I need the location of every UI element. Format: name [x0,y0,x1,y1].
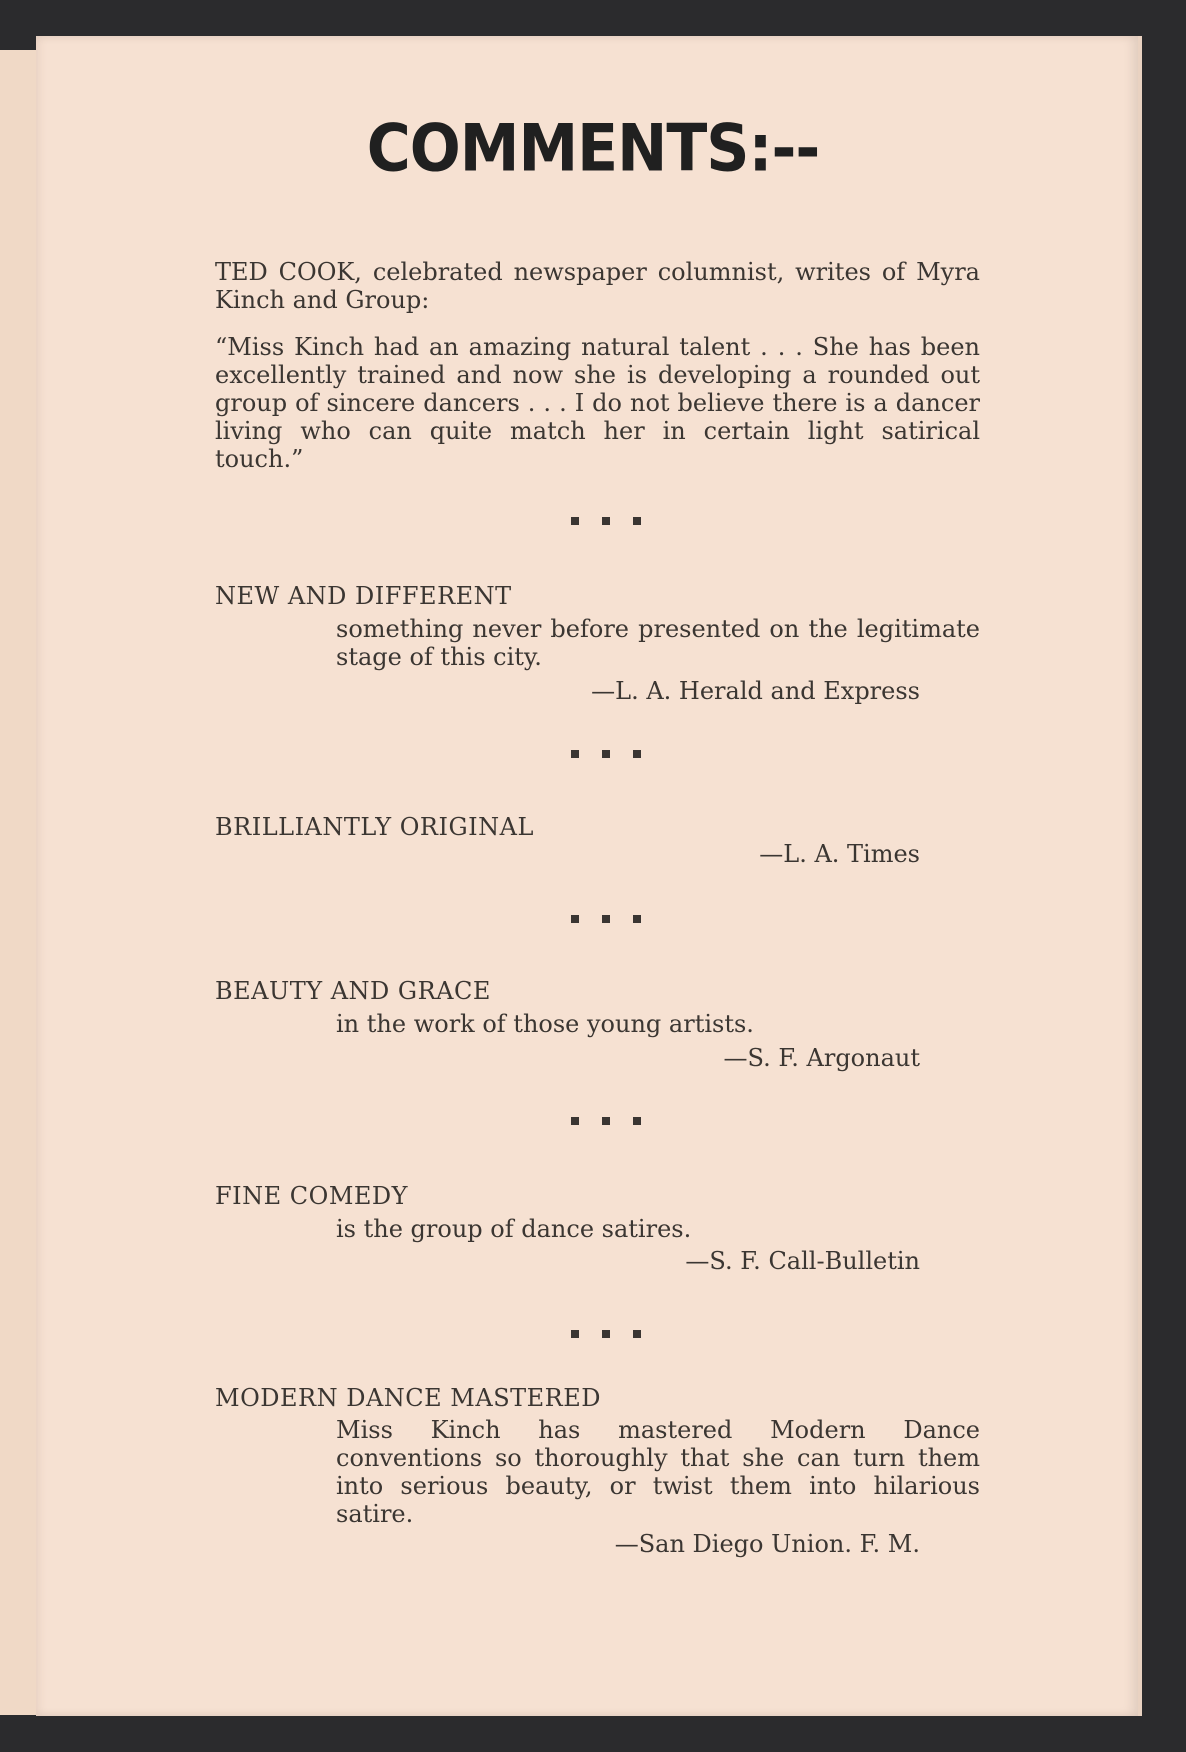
comment-heading: FINE COMEDY [215,1182,408,1210]
comment-body: in the work of those young artists. [336,1010,754,1038]
comment-body: Miss Kinch has mastered Modern Dance conventions so thoroughly that she can turn them into serious beauty, or twist them into hilarious satire. [336,1416,980,1528]
comment-heading: BRILLIANTLY ORIGINAL [215,813,534,841]
facing-page-edge [0,50,37,1715]
section-divider [571,915,641,925]
comment-heading: MODERN DANCE MASTERED [215,1384,602,1412]
page-title: COMMENTS:-- [366,111,820,187]
intro-lead: TED COOK, celebrated newspaper columnist, writes of Myra Kinch and Group: [215,258,980,314]
intro-quote: “Miss Kinch had an amazing natural talent . . . She has been excellently trained and now she is developing a rounded out group of sincere dancers . . . I do not believe there is a dancer living who can quite match her in certain light satirical touch.” [215,333,980,473]
comment-body: something never before presented on the legitimate stage of this city. [336,615,980,671]
section-divider [571,1117,641,1127]
page-edge [1138,36,1142,1716]
section-divider [571,517,641,527]
comment-heading: BEAUTY AND GRACE [215,977,491,1005]
section-divider [571,750,641,760]
comment-source: —S. F. Argonaut [723,1044,920,1072]
comment-source: —L. A. Herald and Express [591,677,920,705]
comment-source: —L. A. Times [759,840,920,868]
comment-body: is the group of dance satires. [336,1215,692,1243]
comment-source: —San Diego Union. F. M. [614,1530,920,1558]
comment-source: —S. F. Call-Bulletin [685,1247,920,1275]
section-divider [571,1330,641,1340]
comment-heading: NEW AND DIFFERENT [215,582,512,610]
